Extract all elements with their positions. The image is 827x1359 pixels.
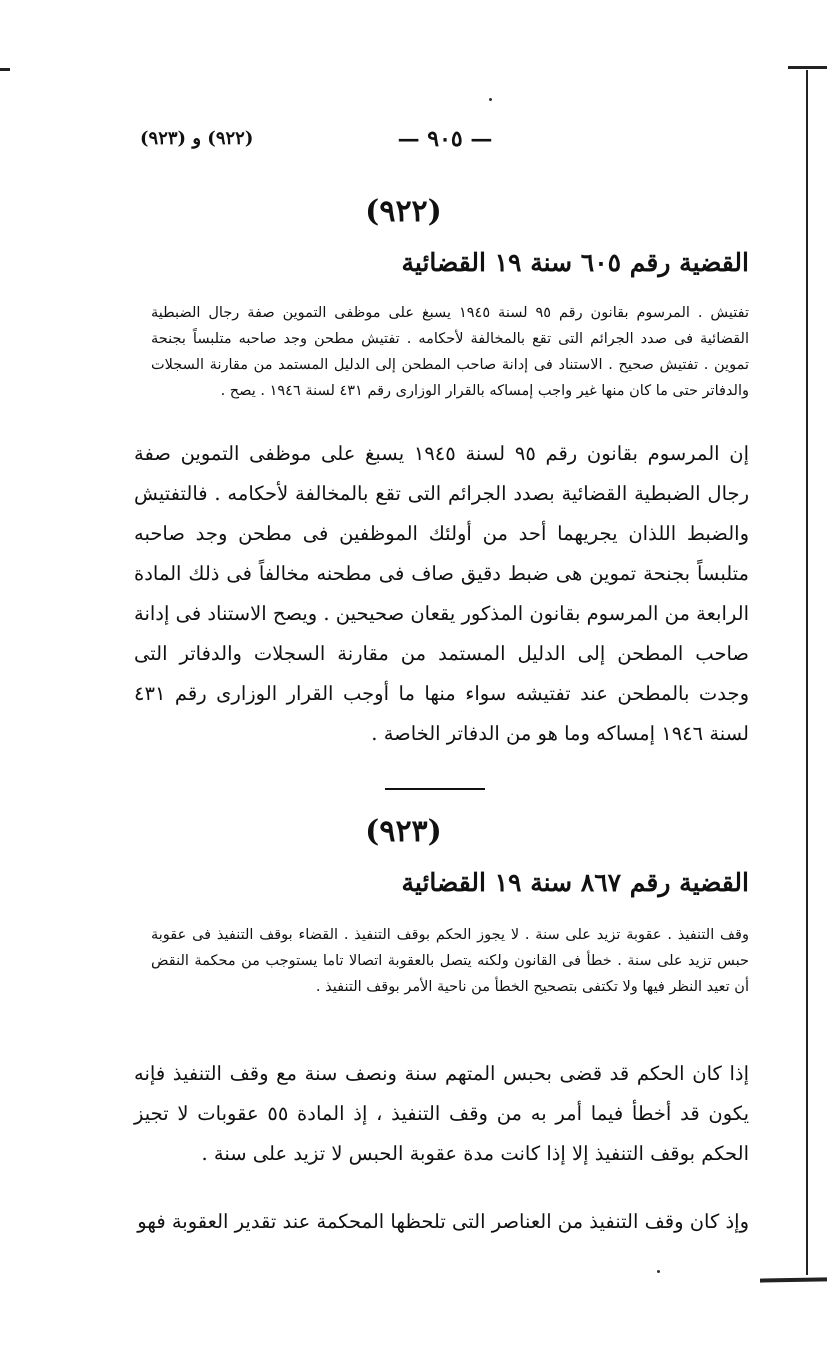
scan-speck: [489, 98, 492, 101]
scan-edge-line: [806, 70, 808, 1275]
scan-edge-bottom: [760, 1277, 827, 1282]
scan-edge-left-tick: [0, 68, 10, 71]
case-title-922: القضية رقم ٦٠٥ سنة ١٩ القضائية: [401, 248, 749, 277]
section-divider: [385, 788, 485, 790]
case-summary-923: وقف التنفيذ . عقوبة تزيد على سنة . لا يجوز الحكم بوقف التنفيذ . القضاء بوقف التنفيذ فى عقوبة حبس تزيد على سنة . خطأ فى القانون ولكنه يتصل بالعقوبة اتصالا تاما يستوجب من محكمة النقض أن تعيد النظر فيها ولا تكتفى بتصحيح الخطأ من ناحية الأمر بوقف التنفيذ .: [151, 927, 749, 995]
case-number-922: (٩٢٢): [365, 194, 442, 229]
page-number: — ٩٠٥ —: [397, 126, 493, 152]
scan-speck: [657, 1270, 660, 1273]
scan-edge-top: [788, 66, 827, 69]
case-summary-922: تفتيش . المرسوم بقانون رقم ٩٥ لسنة ١٩٤٥ يسبغ على موظفى التموين صفة رجال الضبطية القضائية فى صدد الجرائم التى تقع بالمخالفة لأحكامه . تفتيش مطحن وجد صاحبه متلبساً بجنحة تموين . تفتيش صحيح . الاستناد فى إدانة صاحب المطحن إلى الدليل المستمد من مقارنة السجلات والدفاتر حتى ما كان منها غير واجب إمساكه بالقرار الوزارى رقم ٤٣١ لسنة ١٩٤٦ . يصح .: [151, 305, 749, 399]
page-header: [140, 126, 750, 162]
case-body-923-p2: وإذ كان وقف التنفيذ من العناصر التى تلحظها المحكمة عند تقدير العقوبة فهو: [137, 1210, 749, 1233]
header-case-range: (٩٢٢) و (٩٢٣): [140, 128, 254, 149]
case-body-922: إن المرسوم بقانون رقم ٩٥ لسنة ١٩٤٥ يسبغ على موظفى التموين صفة رجال الضبطية القضائية بصدد الجرائم التى تقع بالمخالفة لأحكامه . فالتفتيش والضبط اللذان يجريهما أحد من أولئك الموظفين فى مطحن وجد صاحبه متلبساً بجنحة تموين هى ضبط دقيق صاف فى مطحنه مخالفاً فى ذلك المادة الرابعة من المرسوم بقانون المذكور يقعان صحيحين . ويصح الاستناد فى إدانة صاحب المطحن إلى الدليل المستمد من مقارنة السجلات والدفاتر التى وجدت بالمطحن عند تفتيشه سواء منها ما أوجب القرار الوزارى رقم ٤٣١ لسنة ١٩٤٦ إمساكه وما هو من الدفاتر الخاصة .: [134, 442, 749, 745]
case-title-923: القضية رقم ٨٦٧ سنة ١٩ القضائية: [401, 868, 749, 897]
case-body-923-p1: إذا كان الحكم قد قضى بحبس المتهم سنة ونصف سنة مع وقف التنفيذ فإنه يكون قد أخطأ فيما أمر به من وقف التنفيذ ، إذ المادة ٥٥ عقوبات لا تجيز الحكم بوقف التنفيذ إلا إذا كانت مدة عقوبة الحبس لا تزيد على سنة .: [134, 1062, 749, 1165]
case-number-923: (٩٢٣): [365, 814, 442, 849]
